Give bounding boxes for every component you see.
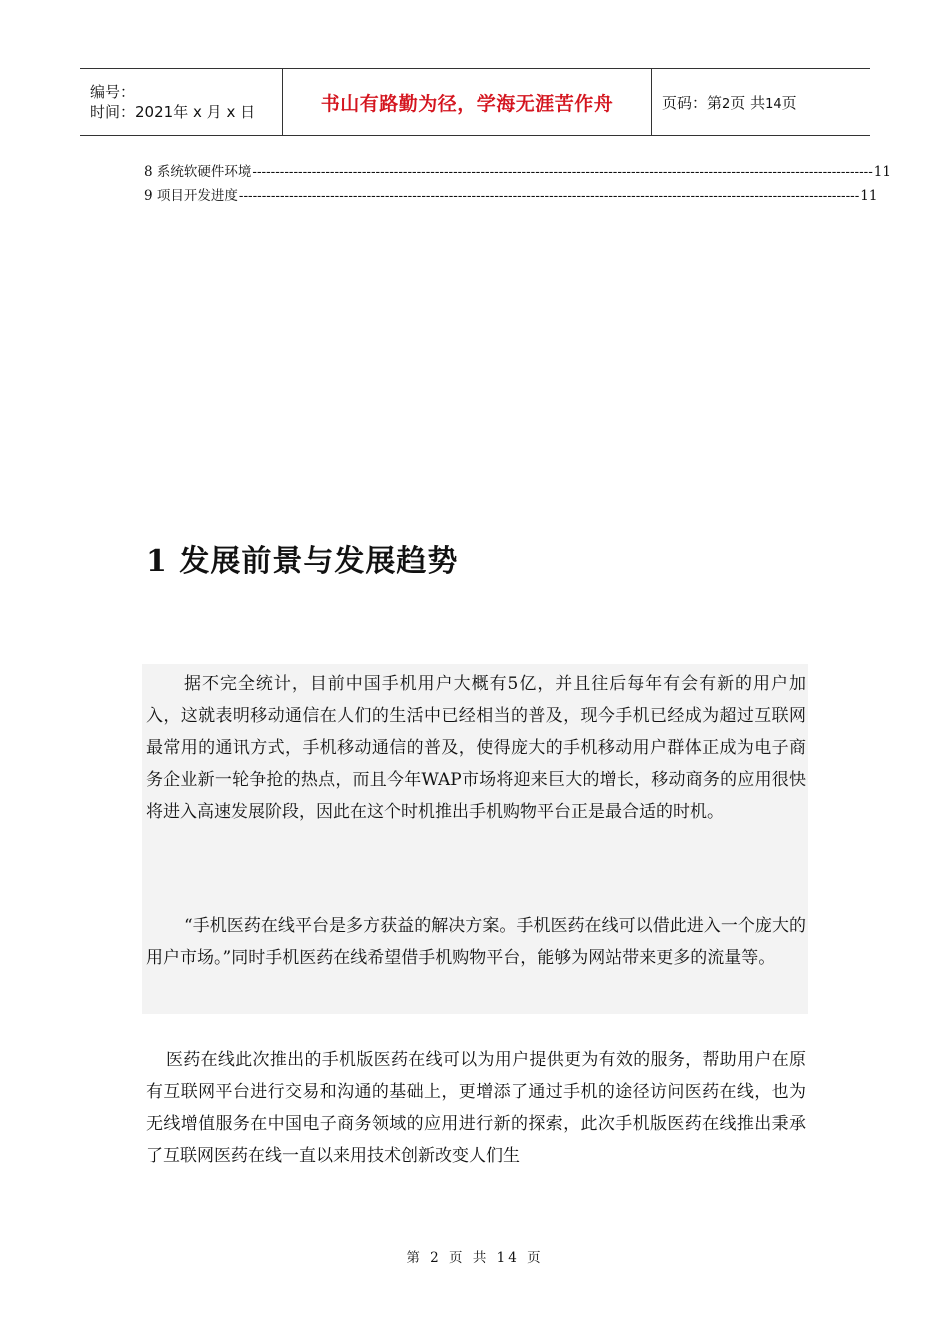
toc-leader: ---------------------------------------------------------------------------------------------------------------------------------------- (238, 188, 860, 204)
page-number: 页码：第2页 共14页 (662, 93, 797, 112)
toc-entry[interactable] (144, 160, 891, 184)
quote-paragraph: “手机医药在线平台是多方获益的解决方案。手机医药在线可以借此进入一个庞大的用户市场。”同时手机医药在线希望借手机购物平台，能够为网站带来更多的流量等。 (146, 916, 806, 968)
toc-leader: ---------------------------------------------------------------------------------------------------------------------------------------- (252, 164, 873, 180)
body-paragraph: 据不完全统计，目前中国手机用户大概有5亿，并且往后每年有会有新的用户加入，这就表明移动通信在人们的生活中已经相当的普及，现今手机已经成为超过互联网最常用的通讯方式，手机移动通信的普及，使得庞大的手机移动用户群体正成为电子商务企业新一轮争抢的热点，而且今年WAP市场将迎来巨大的增长，移动商务的应用很快将进入高速发展阶段，因此在这个时机推出手机购物平台正是最合适的时机。 (146, 674, 806, 822)
document-number: 编号： (90, 83, 136, 101)
toc-entry-page: 11 (873, 164, 891, 180)
header-motto: 书山有路勤为径，学海无涯苦作舟 (320, 92, 614, 115)
section-heading: 1 发展前景与发展趋势 (146, 544, 459, 579)
toc-entry[interactable] (144, 184, 878, 208)
page-header (80, 68, 870, 136)
header-page-info (652, 69, 870, 135)
toc-entry-title: 8 系统软硬件环境 (144, 164, 252, 180)
header-motto-cell (282, 69, 652, 135)
page-footer: 第 2 页 共 14 页 (406, 1250, 544, 1266)
header-meta (80, 69, 282, 135)
table-of-contents (144, 160, 891, 208)
document-date: 时间：2021年 x 月 x 日 (90, 103, 256, 121)
toc-entry-page: 11 (860, 188, 878, 204)
body-paragraph: 医药在线此次推出的手机版医药在线可以为用户提供更为有效的服务，帮助用户在原有互联网平台进行交易和沟通的基础上，更增添了通过手机的途径访问医药在线，也为无线增值服务在中国电子商务领域的应用进行新的探索，此次手机版医药在线推出秉承了互联网医药在线一直以来用技术创新改变人们生 (146, 1050, 806, 1166)
toc-entry-title: 9 项目开发进度 (144, 188, 238, 204)
